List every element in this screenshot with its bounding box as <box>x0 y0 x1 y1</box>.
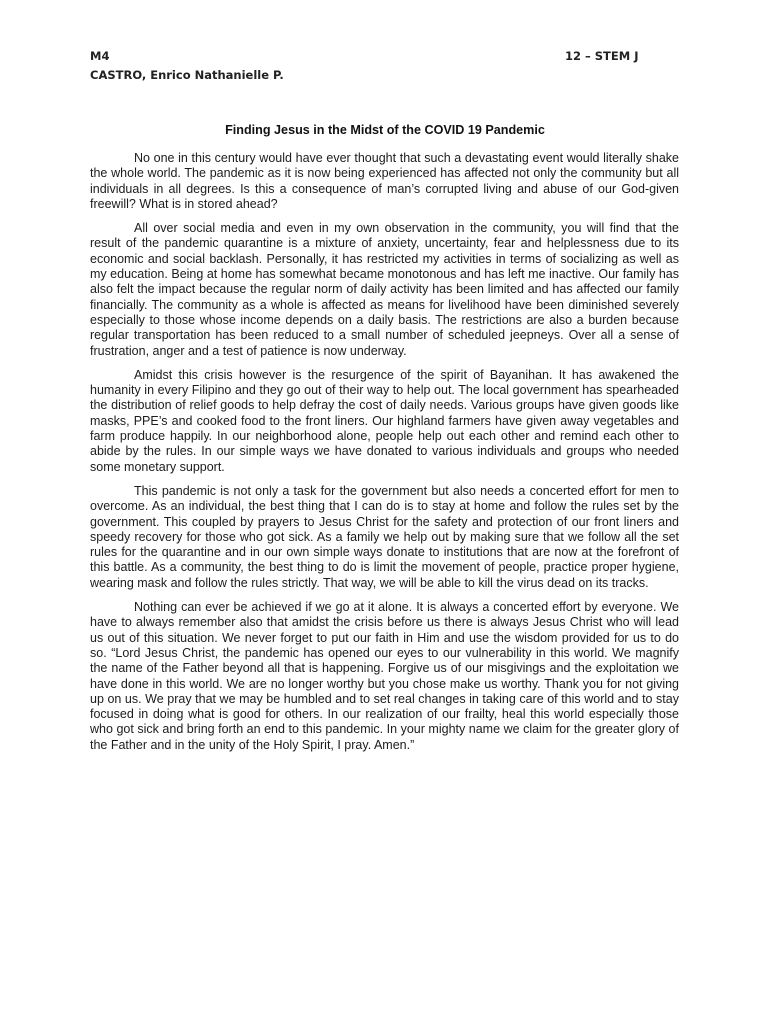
paragraph: All over social media and even in my own observation in the community, you will find that the result of the pandemic quarantine is a mixture of anxiety, uncertainty, fear and helplessness due to its economic and social backlash. Personally, it has restricted my activities in terms of socializing as well as my education. Being at home has somewhat became monotonous and has left me inactive. Our family has also felt the impact because the regular norm of daily activity has been limited and has affected our family financially. The community as a whole is affected as means for livelihood have been diminished severely especially to those whose income depends on a daily basis. The restrictions are also a burden because regular transportation has been reduced to a small number of scheduled jeepneys. Over all a sense of frustration, anger and a test of patience is now underway. <box>90 221 679 358</box>
header-left <box>90 47 284 85</box>
author-name: CASTRO, Enrico Nathanielle P. <box>90 68 284 82</box>
essay-body <box>90 151 679 762</box>
paragraph: This pandemic is not only a task for the government but also needs a concerted effort for men to overcome. As an individual, the best thing that I can do is to stay at home and follow the rules set by the government. This coupled by prayers to Jesus Christ for the safety and protection of our front liners and speedy recovery for those who got sick. As a family we help out by making sure that we follow all the set rules for the quarantine and in our own simple ways donate to institutions that are now at the forefront of this battle. As a community, the best thing to do is limit the movement of people, practice proper hygiene, wearing mask and follow the rules strictly. That way, we will be able to kill the virus dead on its tracks. <box>90 483 679 590</box>
paragraph: Amidst this crisis however is the resurgence of the spirit of Bayanihan. It has awakened the humanity in every Filipino and they go out of their way to help out. The local government has spearheaded the distribution of relief goods to help defray the cost of daily needs. Various groups have given goods like masks, PPE’s and cooked food to the front liners. Our highland farmers have given away vegetables and farm produce happily. In our neighborhood alone, people help out each other and remind each other to abide by the rules. In our simple ways we have donated to various individuals and groups who needed some monetary support. <box>90 367 679 474</box>
paragraph: Nothing can ever be achieved if we go at it alone. It is always a concerted effort by everyone. We have to always remember also that amidst the crisis before us there is always Jesus Christ who will lead us out of this situation. We never forget to put our faith in Him and use the wisdom provided for us to do so. “Lord Jesus Christ, the pandemic has opened our eyes to our vulnerability in this world. We magnify the name of the Father beyond all that is happening. Forgive us of our misgivings and the exploitation we have done in this world. We are no longer worthy but you chose make us worthy. Thank you for not giving up on us. We pray that we may be humbled and to set real changes in taking care of this world and to stay focused in doing what is good for others. In our realization of our frailty, heal this world especially those who got sick and bring forth an end to this pandemic. In your mighty name we claim for the greater glory of the Father and in the unity of the Holy Spirit, I pray. Amen.” <box>90 600 679 752</box>
essay-title: Finding Jesus in the Midst of the COVID 19 Pandemic <box>225 123 545 137</box>
paragraph: No one in this century would have ever thought that such a devastating event would literally shake the whole world. The pandemic as it is now being experienced has affected not only the community but all individuals in all degrees. Is this a consequence of man’s corrupted living and abuse of our God-given freewill? What is in stored ahead? <box>90 151 679 211</box>
module-label: M4 <box>90 49 110 63</box>
section-label: 12 – STEM J <box>565 49 639 63</box>
